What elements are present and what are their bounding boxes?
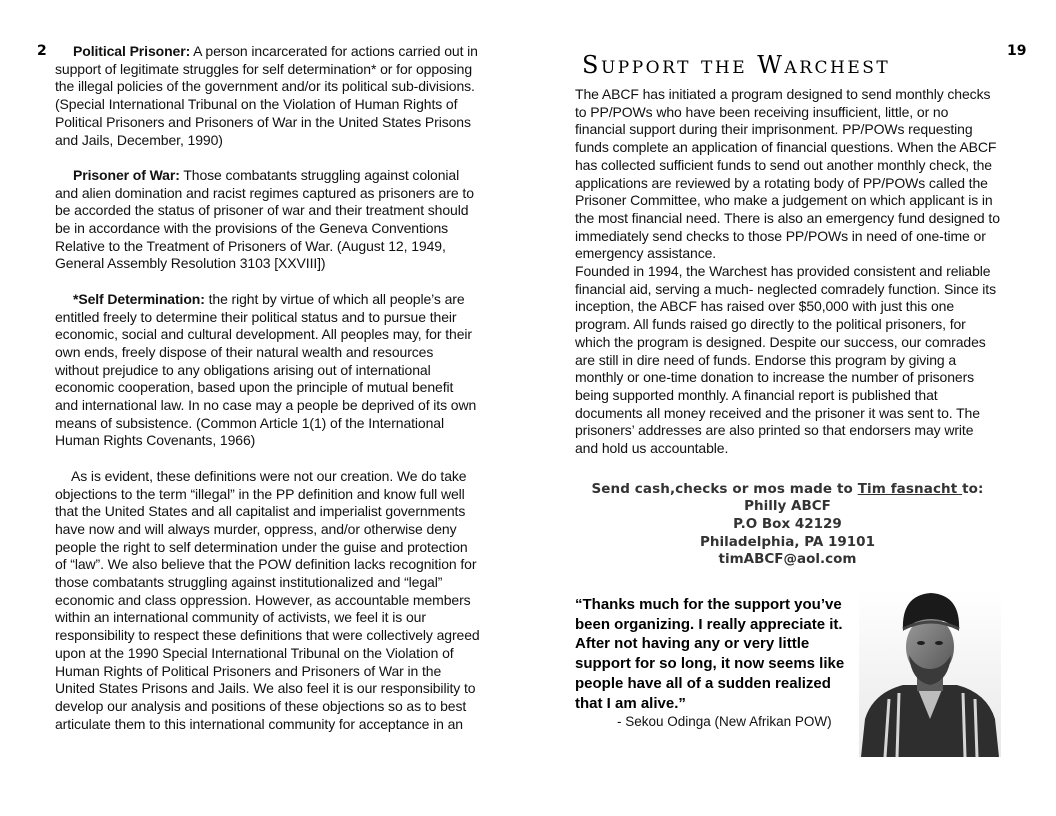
portrait-photo: [859, 589, 1001, 757]
right-page: [575, 48, 1000, 759]
definition-text: the right by virtue of which all people’s are entitled freely to determine their political status and to pursue their economic, social and cultural development. All peoples may, for their own ends, freely dispose of their natural wealth and resources without prejudice to any obligations arising out of international economic cooperation, based upon the principle of mutual benefit and international law. In no case may a people be deprived of its own means of subsistence. (Common Article 1(1) of the International Human Rights Covenants, 1966): [55, 290, 477, 449]
term-label: *Self Determination:: [73, 290, 205, 307]
quote-attribution: - Sekou Odinga (New Afrikan POW): [617, 713, 832, 729]
body-paragraph: The ABCF has initiated a program designed to send monthly checks to PP/POWs who have been receiving insufficient, little, or no financial support during their imprisonment. PP/POWs requesting funds complete an application of financial questions. When the ABCF has collected sufficient funds to send out another monthly check, the applications are reviewed by a rotating body of PP/POWs called the Prisoner Committee, who make a judgement on which applicant is in the most financial need. There is also an emergency fund designed to immediately send checks to those PP/POWs in need of one-time or emergency assistance.: [575, 86, 1000, 262]
definition-prisoner-of-war: [55, 167, 480, 273]
testimonial: [575, 589, 1000, 759]
definition-political-prisoner: [55, 43, 480, 149]
definition-text: A person incarcerated for actions carried out in support of legitimate struggles for self determination* or for opposing the illegal policies of the government and/or its political sub-divisions. (Special International Tribunal on the Violation of Human Rights of Political Prisoners and Prisoners of War in the United States Prisons and Jails, December, 1990): [55, 43, 478, 148]
definition-text: Those combatants struggling against colonial and alien domination and racist regimes captured as prisoners are to be accorded the status of prisoner of war and their treatment should be in accordance with the provisions of the Geneva Conventions Relative to the Treatment of Prisoners of War. (August 12, 1949, General Assembly Resolution 3103 [XXVIII]): [55, 166, 474, 272]
payee-name: Tim fasnacht: [857, 480, 963, 497]
left-page-text: [55, 43, 480, 733]
warchest-description: [575, 86, 1000, 458]
commentary-paragraph: [55, 468, 480, 734]
page-number-left: 2: [37, 43, 47, 59]
quote-text: “Thanks much for the support you’ve been organizing. I really appreciate it. After not having any or very little support for so long, it now seems like people have all of a sudden realized that I am alive.”: [575, 595, 845, 712]
page-title: Support the Warchest: [582, 51, 891, 79]
term-label: Prisoner of War:: [73, 166, 180, 183]
page-number-right: 19: [1007, 43, 1027, 59]
commentary-text: As is evident, these definitions were not our creation. We do take objections to the term “illegal” in the PP definition and know full well that the United States and all capitalist and imperialist governments have now and will always murder, oppress, and/or otherwise deny people the right to self determination under the guise and protection of “law”. We also believe that the POW definition lacks recognition for those combatants struggling against institutionalized and “legal” economic and class oppression. However, as accountable members within an international community of activists, we feel it is our responsibility to respect these definitions that were collectively agreed upon at the 1990 Special International Tribunal on the Violation of Human Rights of Political Prisoners and Prisoners of War in the United States Prisons and Jails. We also feel it is our responsibility to develop our analysis and positions of these objections so as to best articulate them to this international community for acceptance in an: [55, 467, 480, 732]
city-state-zip: Philadelphia, PA 19101: [700, 533, 875, 550]
definition-self-determination: [55, 291, 480, 450]
org-name: Philly ABCF: [744, 498, 831, 515]
term-label: Political Prisoner:: [73, 43, 191, 59]
email-address: timABCF@aol.com: [718, 551, 857, 568]
po-box: P.O Box 42129: [733, 515, 842, 532]
send-instructions: [575, 481, 1000, 499]
send-suffix: to:: [962, 480, 984, 497]
body-paragraph: Founded in 1994, the Warchest has provided consistent and reliable financial aid, serving a much- neglected comradely function. Since its inception, the ABCF has raised over $50,000 with just this one program. All funds raised go directly to the political prisoners, for which the program is designed. Despite our success, our comrades are still in dire need of funds. Endorse this program by giving a monthly or one-time donation to increase the number of prisoners being supported monthly. A financial report is published that documents all money received and the prisoner it was sent to. The prisoners’ addresses are also printed so that endorsers may write and hold us accountable.: [575, 263, 996, 457]
donation-address-block: [575, 481, 1000, 569]
send-prefix: Send cash,checks or mos made to: [591, 480, 858, 497]
